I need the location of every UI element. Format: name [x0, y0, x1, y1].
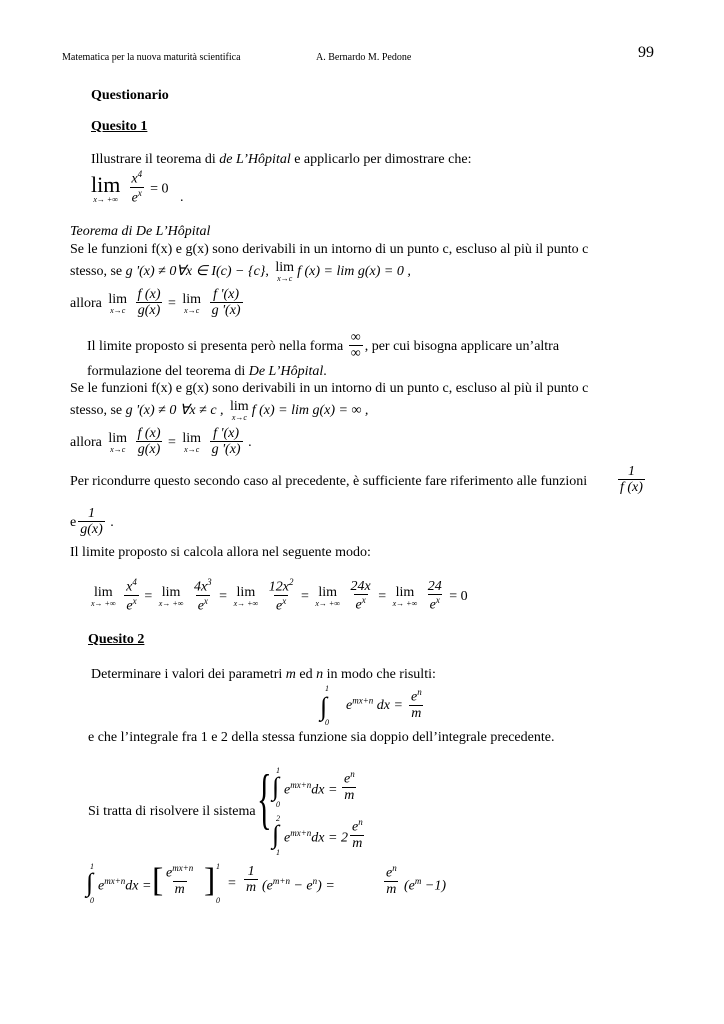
upper-limit: 1 — [325, 684, 329, 693]
lim-sub: x→c — [231, 413, 247, 422]
lim-sub: x→c — [110, 444, 126, 454]
lim-sub: x→ +∞ — [392, 598, 418, 608]
left-bracket: [ — [152, 862, 164, 899]
lim-word: lim — [161, 584, 181, 600]
numerator: 24x — [350, 578, 371, 594]
reciprocal-g — [70, 506, 114, 539]
exp: n — [350, 769, 355, 779]
lim-sub: x→ +∞ — [93, 194, 118, 204]
integral-equation — [318, 684, 426, 726]
lim-sub: x→ +∞ — [315, 598, 340, 608]
denominator: m — [352, 836, 363, 852]
equals: = — [300, 588, 309, 604]
integral-computation — [86, 860, 446, 910]
equals: = — [328, 830, 338, 846]
lower-limit: 1 — [276, 848, 280, 857]
lim-sub: x→ +∞ — [158, 598, 184, 608]
theorem-line-1: Se le funzioni f(x) e g(x) sono derivabili in un intorno di un punto c, escluso al più il punto c — [70, 242, 589, 257]
exp: 3 — [207, 577, 212, 587]
text: , per cui bisogna applicare un’altra — [364, 338, 560, 354]
lower-limit: 0 — [276, 800, 280, 809]
denominator: m — [386, 882, 397, 898]
lim-word: lim — [395, 584, 415, 600]
exp: 4 — [132, 577, 137, 587]
x-var: x — [126, 579, 133, 595]
text: stesso, se — [70, 403, 123, 419]
lower-limit: 0 — [216, 896, 220, 905]
exp: n — [417, 686, 422, 697]
exp: x — [132, 596, 137, 607]
q1-title: Quesito 1 — [91, 119, 148, 134]
lim-sub: x→c — [277, 274, 293, 283]
condition: g '(x) ≠ 0 ∀x ≠ c , — [125, 403, 224, 419]
e-var: e — [275, 598, 283, 614]
lim-word: lim — [182, 430, 202, 446]
numerator: 24 — [427, 578, 442, 594]
equals: = — [167, 434, 176, 450]
text: De L’Hôpital — [248, 364, 324, 379]
e-var: e — [166, 865, 173, 881]
lim-sub: x→ +∞ — [233, 598, 259, 608]
e-var: e — [346, 698, 353, 714]
integral-sign: ∫ — [272, 820, 280, 849]
exp: x — [137, 188, 142, 199]
equals: = — [142, 878, 152, 894]
exp: x — [203, 596, 208, 607]
e-var: e — [429, 597, 436, 613]
lim-word: lim — [230, 399, 249, 414]
lim-word: lim — [275, 260, 295, 275]
e-var: e — [98, 878, 105, 894]
limit-op — [91, 171, 121, 204]
lim-word: lim — [182, 291, 202, 307]
exp: mx+n — [104, 876, 126, 886]
theorem-title: Teorema di De L’Hôpital — [70, 224, 211, 239]
exp: x — [282, 596, 287, 607]
lim-word: lim — [91, 171, 121, 197]
e-var: e — [355, 597, 362, 613]
q2-title: Quesito 2 — [88, 632, 145, 647]
coefficient: 2 — [340, 830, 348, 846]
equals: = — [328, 782, 338, 798]
denominator: m — [411, 705, 422, 721]
lim-word: lim — [236, 584, 256, 600]
lim-sub: x→c — [184, 444, 200, 454]
q1-limit-1 — [88, 170, 168, 208]
exp: x — [435, 595, 440, 606]
theorem-conclusion-2 — [70, 426, 252, 459]
exp: mx+n — [172, 863, 194, 873]
theorem-line-8: Il limite proposto si calcola allora nel seguente modo: — [70, 545, 371, 560]
text: Determinare i valori dei parametri — [91, 667, 283, 682]
lower-limit: 0 — [90, 896, 94, 905]
numerator: 1 — [87, 506, 95, 521]
numerator: 1 — [627, 464, 635, 479]
numerator: 12x — [268, 579, 289, 595]
exp: x — [361, 595, 366, 606]
e-var: e — [197, 598, 204, 614]
exp: m+n — [272, 876, 290, 886]
text: allora — [70, 434, 102, 450]
exp: 2 — [288, 577, 294, 587]
denominator: g(x) — [80, 522, 103, 538]
exp: n — [312, 876, 318, 886]
q1-prompt-c: e applicarlo per dimostrare che: — [294, 152, 472, 167]
fraction — [129, 170, 144, 208]
expr: ) — [317, 878, 322, 894]
numerator: f (x) — [137, 426, 161, 441]
denominator: g '(x) — [211, 442, 241, 458]
lim-sub: x→c — [184, 305, 200, 315]
e-var: e — [352, 819, 359, 835]
expr: (e — [262, 878, 273, 894]
exp: m — [414, 876, 422, 886]
numerator: ∞ — [350, 330, 361, 345]
period: . — [248, 434, 252, 450]
lim-word: lim — [318, 584, 337, 600]
numerator: 1 — [247, 864, 255, 879]
numerator: 4x — [193, 579, 208, 595]
lower-limit: 0 — [325, 718, 329, 727]
header-left: Matematica per la nuova maturità scientifica — [62, 52, 241, 63]
expr: −1) — [421, 878, 446, 894]
e-var: e — [284, 830, 291, 846]
integral-sign: ∫ — [320, 692, 328, 721]
denominator: m — [174, 882, 185, 898]
exp: mx+n — [290, 828, 312, 838]
theorem-line-3 — [87, 330, 559, 363]
integral-sign: ∫ — [86, 868, 94, 897]
numerator: f (x) — [137, 287, 161, 302]
upper-limit: 1 — [90, 862, 94, 871]
denominator: g(x) — [137, 442, 161, 458]
period: . — [180, 190, 184, 205]
upper-limit: 1 — [276, 766, 280, 775]
e-var: e — [131, 190, 138, 206]
equals-zero: = 0 — [449, 588, 468, 604]
e-var: e — [126, 598, 133, 614]
equals: = — [167, 295, 176, 311]
text: ed — [299, 667, 313, 682]
text: in modo che risulti: — [326, 667, 436, 682]
exp: n — [392, 863, 397, 873]
q2-prompt — [91, 667, 436, 683]
q1-prompt — [91, 152, 471, 168]
upper-limit: 2 — [276, 814, 280, 823]
numerator: f '(x) — [213, 287, 240, 302]
text: stesso, se — [70, 264, 123, 280]
condition: f (x) = lim g(x) = 0 , — [297, 264, 411, 280]
equals: = — [393, 698, 403, 714]
system-label: Si tratta di risolvere il sistema — [88, 804, 256, 819]
equals: = — [144, 588, 153, 604]
denominator: g(x) — [137, 303, 161, 319]
theorem-line-2 — [70, 261, 411, 283]
numerator: f '(x) — [213, 426, 240, 441]
text: . — [323, 364, 327, 379]
e-var: e — [344, 771, 351, 787]
q1-prompt-a: Illustrare il teorema di — [91, 152, 216, 167]
theorem-line-7: Per ricondurre questo secondo caso al precedente, è sufficiente fare riferimento alle funzioni — [70, 474, 588, 489]
condition: g '(x) ≠ 0∀x ∈ I(c) − {c} — [125, 264, 266, 280]
period: . — [110, 514, 114, 530]
e-var: e — [386, 865, 393, 881]
q1-prompt-b: de L’Hôpital — [219, 152, 291, 167]
exp: mx+n — [352, 695, 374, 706]
equals: = — [219, 588, 228, 604]
dx: dx — [311, 830, 325, 846]
exp: n — [358, 817, 363, 827]
dx: dx — [311, 782, 325, 798]
condition: f (x) = lim g(x) = ∞ , — [251, 403, 369, 419]
e-var: e — [284, 782, 291, 798]
text: , — [265, 264, 269, 280]
param-n: n — [316, 667, 324, 682]
equation-system — [256, 760, 376, 860]
denominator: g '(x) — [211, 303, 241, 319]
exp: mx+n — [290, 780, 312, 790]
lim-word: lim — [108, 291, 128, 307]
equals: = — [325, 878, 335, 894]
x-var: x — [131, 171, 138, 187]
theorem-line-4 — [87, 364, 327, 380]
dx: dx — [125, 878, 139, 894]
text: e — [70, 514, 77, 530]
e-var: e — [410, 689, 418, 705]
equals-zero: = 0 — [150, 181, 169, 197]
lim-word: lim — [93, 584, 113, 600]
theorem-line-5: Se le funzioni f(x) e g(x) sono derivabili in un intorno di un punto c, escluso al più il punto c — [70, 381, 589, 396]
page-number: 99 — [638, 44, 654, 61]
limit-chain — [88, 578, 468, 616]
dx: dx — [376, 698, 391, 714]
lim-sub: x→c — [110, 305, 126, 315]
header-center: A. Bernardo M. Pedone — [316, 52, 412, 63]
denominator: f (x) — [620, 480, 643, 496]
equals: = — [228, 876, 236, 891]
denominator: ∞ — [350, 346, 361, 362]
text: allora — [70, 295, 102, 311]
exp: 4 — [137, 169, 143, 179]
upper-limit: 1 — [216, 862, 220, 871]
lim-sub: x→ +∞ — [91, 598, 116, 608]
theorem-line-6 — [70, 400, 368, 422]
text: Il limite proposto si presenta però nella forma — [87, 338, 344, 354]
left-brace: { — [256, 760, 272, 836]
param-m: m — [285, 667, 296, 682]
integral-sign: ∫ — [272, 772, 280, 801]
right-bracket: ] — [204, 862, 216, 899]
expr: − e — [289, 878, 313, 894]
equals: = — [378, 588, 387, 604]
expr: (e — [404, 878, 415, 894]
text: formulazione del teorema di — [87, 364, 246, 379]
theorem-conclusion-1 — [70, 287, 245, 320]
denominator: m — [246, 880, 257, 896]
reciprocal-f — [616, 464, 647, 497]
section-title: Questionario — [91, 88, 169, 103]
lim-word: lim — [108, 430, 128, 446]
q2-line-2: e che l’integrale fra 1 e 2 della stessa funzione sia doppio dell’integrale precedente. — [88, 730, 555, 745]
denominator: m — [344, 788, 355, 804]
